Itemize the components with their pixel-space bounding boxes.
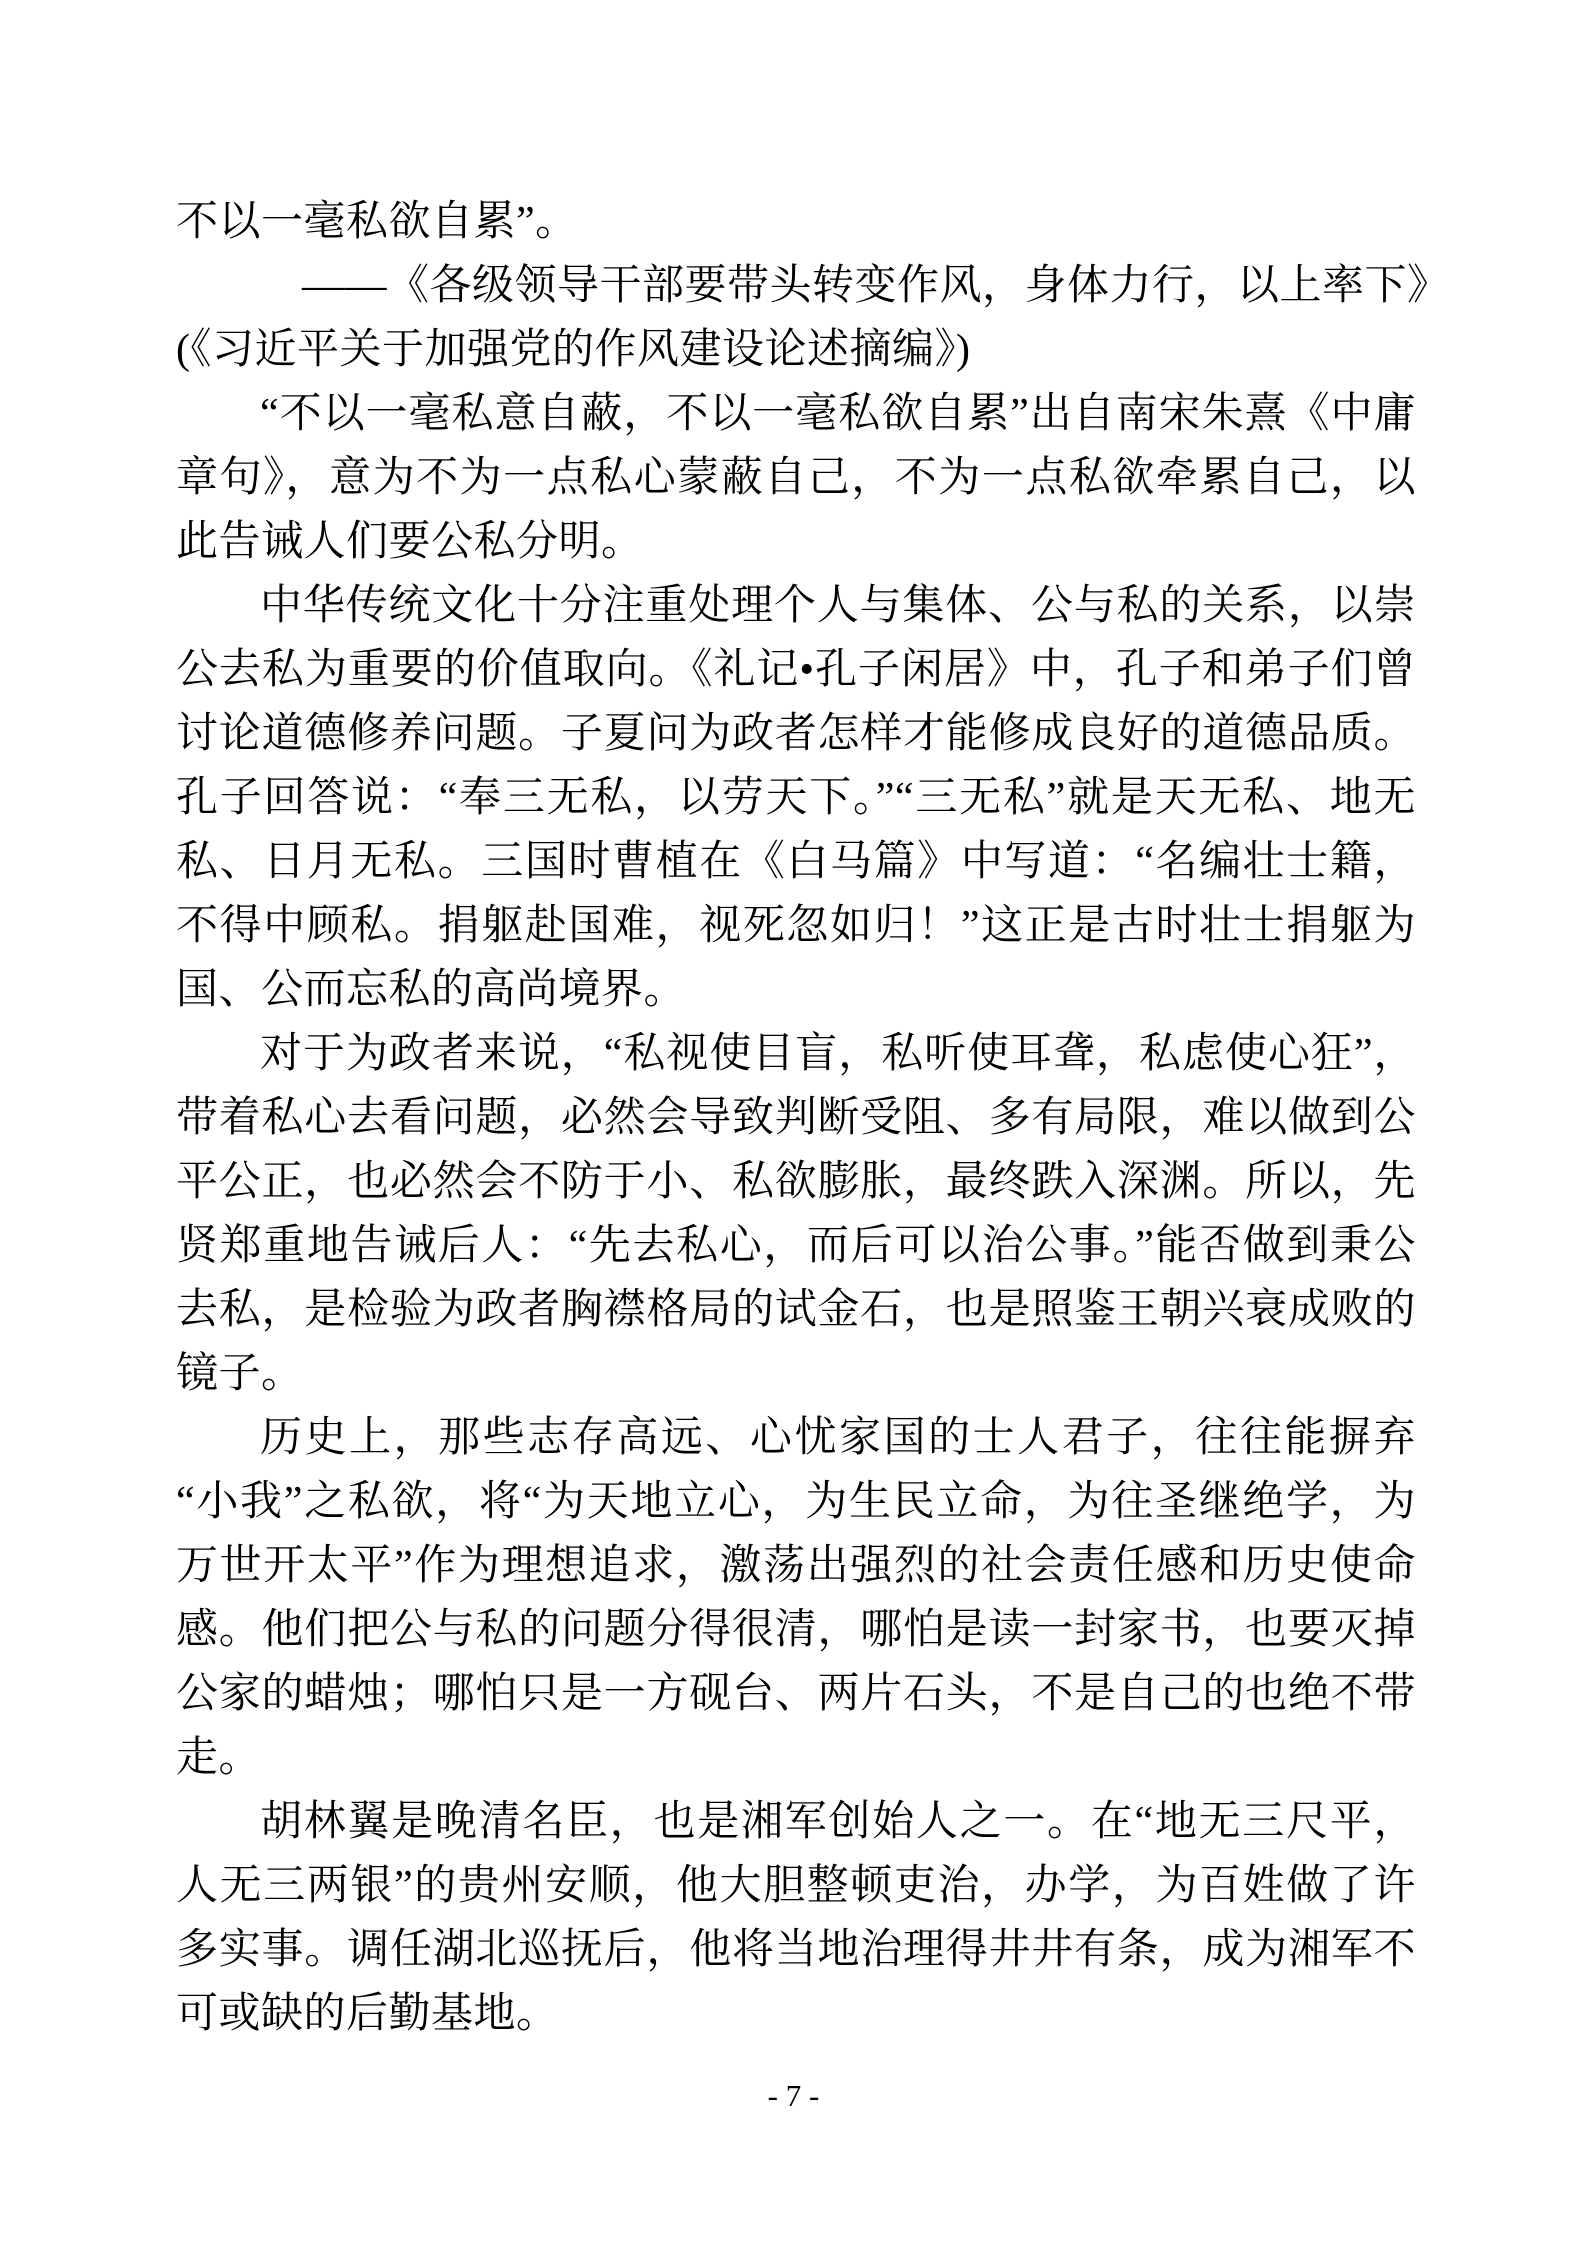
source-line: (《习近平关于加强党的作风建设论述摘编》)	[176, 327, 971, 373]
body-paragraph: 胡林翼是晚清名臣，也是湘军创始人之一。在“地无三尺平，人无三两银”的贵州安顺，他大胆整顿吏治，办学，为百姓做了许多实事。调任湖北巡抚后，他将当地治理得井井有条，成为湘军不可或缺的后勤基地。	[176, 1799, 1416, 2037]
document-body	[176, 190, 1450, 2046]
attribution-line: ——《各级领导干部要带头转变作风，身体力行，以上率下》	[302, 263, 1450, 309]
page-footer	[0, 2076, 1587, 2116]
body-paragraph: 中华传统文化十分注重处理个人与集体、公与私的关系，以崇公去私为重要的价值取向。《礼记•孔子闲居》中，孔子和弟子们曾讨论道德修养问题。子夏问为政者怎样才能修成良好的道德品质。孔子回答说：“奉三无私，以劳天下。”“三无私”就是天无私、地无私、日月无私。三国时曹植在《白马篇》中写道：“名编壮士籍，不得中顾私。捐躯赴国难，视死忽如归！”这正是古时壮士捐躯为国、公而忘私的高尚境界。	[176, 583, 1416, 1013]
body-paragraph: “不以一毫私意自蔽，不以一毫私欲自累”出自南宋朱熹《中庸章句》，意为不为一点私心蒙蔽自己，不为一点私欲牵累自己，以此告诫人们要公私分明。	[176, 391, 1416, 565]
body-paragraph: 历史上，那些志存高远、心忧家国的士人君子，往往能摒弃“小我”之私欲，将“为天地立心，为生民立命，为往圣继绝学，为万世开太平”作为理想追求，激荡出强烈的社会责任感和历史使命感。他们把公与私的问题分得很清，哪怕是读一封家书，也要灭掉公家的蜡烛；哪怕只是一方砚台、两片石头，不是自己的也绝不带走。	[176, 1415, 1416, 1781]
continuation-paragraph: 不以一毫私欲自累”。	[176, 199, 578, 245]
body-paragraph: 对于为政者来说，“私视使目盲，私听使耳聋，私虑使心狂”，带着私心去看问题，必然会导致判断受阻、多有局限，难以做到公平公正，也必然会不防于小、私欲膨胀，最终跌入深渊。所以，先贤郑重地告诫后人：“先去私心，而后可以治公事。”能否做到秉公去私，是检验为政者胸襟格局的试金石，也是照鉴王朝兴衰成败的镜子。	[176, 1031, 1416, 1397]
page-number: - 7 -	[767, 2078, 820, 2113]
